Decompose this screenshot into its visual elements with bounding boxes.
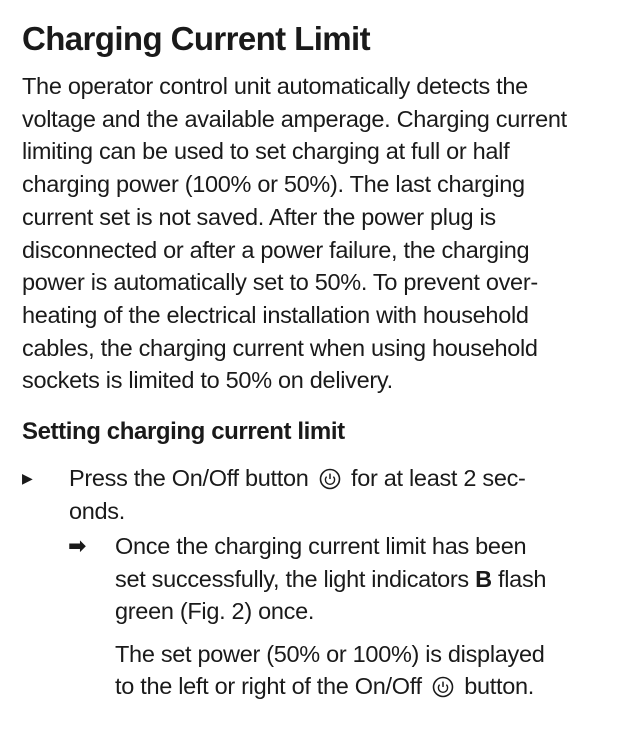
note-text: to the left or right of the On/Off [115, 673, 422, 699]
power-icon [432, 676, 454, 698]
note-line-2 [115, 670, 534, 703]
section-subheading: Setting charging current limit [22, 418, 345, 445]
paragraph-line: power is automatically set to 50%. To prevent over- [22, 269, 538, 296]
intro-paragraph [22, 70, 567, 397]
note-text: button. [464, 673, 535, 699]
note-line-1: The set power (50% or 100%) is displayed [115, 641, 545, 667]
paragraph-line: The operator control unit automatically detects the [22, 73, 528, 99]
result-text: flash [498, 566, 547, 592]
paragraph-line: sockets is limited to 50% on delivery. [22, 367, 393, 394]
paragraph-line: disconnected or after a power failure, the charging [22, 236, 530, 263]
paragraph-line: cables, the charging current when using household [22, 334, 538, 361]
result-arrow-icon: ➡ [68, 533, 87, 558]
result-line-3: green (Fig. 2) once. [115, 598, 315, 624]
step-line-2: onds. [69, 498, 125, 524]
paragraph-line: limiting can be used to set charging at full or half [22, 138, 510, 165]
power-icon [319, 468, 341, 490]
step-bullet-icon: ▶ [22, 470, 33, 486]
result-line-2 [115, 563, 546, 596]
step-text: for at least 2 sec- [351, 465, 526, 491]
result-text: set successfully, the light indicators [115, 566, 469, 592]
result-line-1: Once the charging current limit has been [115, 533, 527, 559]
paragraph-line: current set is not saved. After the power plug is [22, 203, 496, 230]
page-title: Charging Current Limit [22, 20, 370, 57]
step-text: Press the On/Off button [69, 465, 309, 491]
paragraph-line: charging power (100% or 50%). The last charging [22, 171, 525, 198]
paragraph-line: voltage and the available amperage. Charging current [22, 105, 567, 132]
paragraph-line: heating of the electrical installation with household [22, 301, 529, 328]
step-line-1 [69, 462, 526, 495]
indicator-label: B [475, 566, 492, 592]
